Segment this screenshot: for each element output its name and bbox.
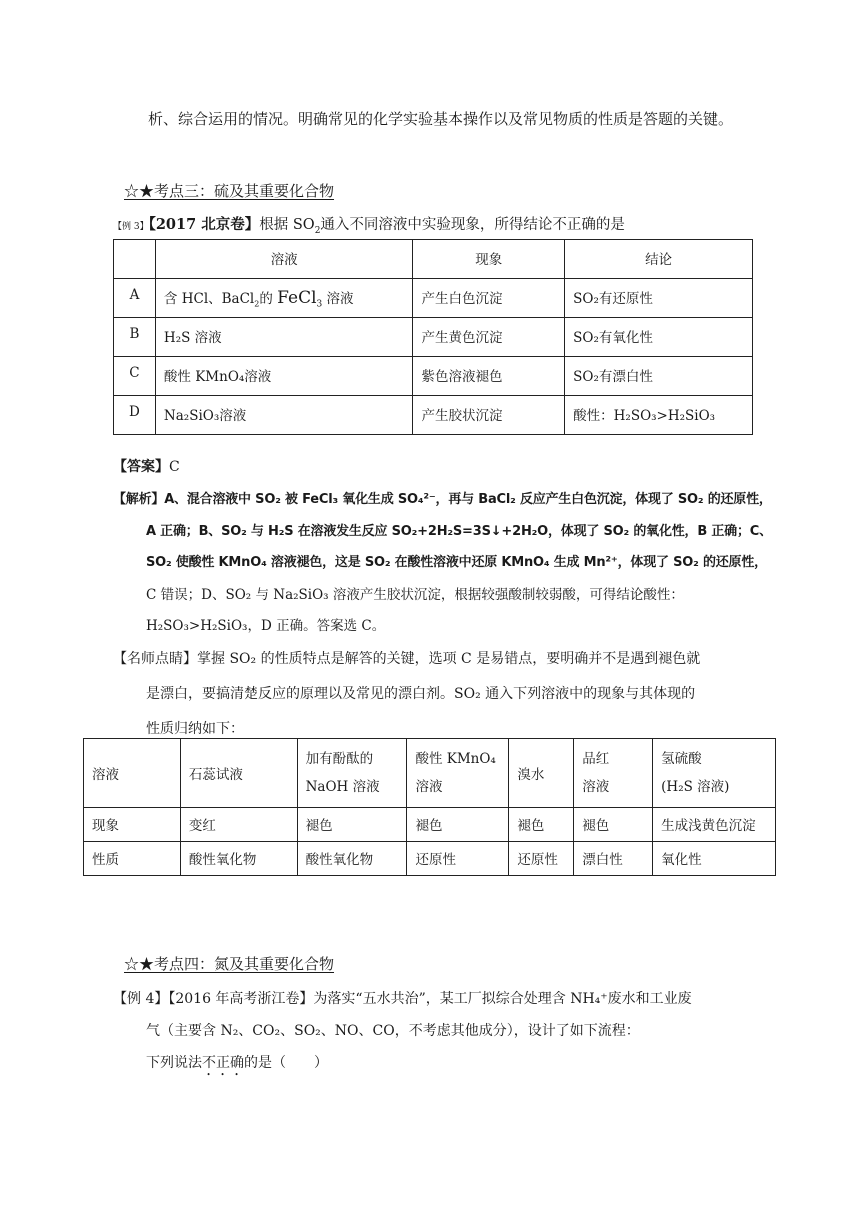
- header-cell: 现象: [413, 240, 565, 279]
- header-cell: 石蕊试液: [180, 739, 297, 808]
- table-row: [84, 808, 776, 842]
- table-cell: 酸性氧化物: [297, 842, 407, 876]
- header-cell: 溶液: [155, 240, 413, 279]
- answer-label: 【答案】: [113, 459, 169, 475]
- section-3-title: ☆★考点三：硫及其重要化合物: [124, 182, 335, 200]
- header-cell: 结论: [565, 240, 753, 279]
- analysis-line-4: C 错误；D、SO₂ 与 Na₂SiO₃ 溶液产生胶状沉淀，根据较强酸制较弱酸，可得结论酸性：: [146, 587, 684, 603]
- table-header-row: [84, 739, 776, 808]
- example-source: 【2017 北京卷】: [148, 216, 260, 233]
- tip-line-1: 【名师点睛】掌握 SO₂ 的性质特点是解答的关键，选项 C 是易错点，要明确并不是遇到褪色就: [113, 651, 701, 667]
- table-cell: 褪色: [509, 808, 574, 842]
- analysis-line-1: 【解析】A、混合溶液中 SO₂ 被 FeCl₃ 氧化生成 SO₄²⁻，再与 BaCl₂ 反应产生白色沉淀，体现了 SO₂ 的还原性，: [113, 492, 772, 507]
- header-cell: 酸性 KMnO₄ 溶液: [407, 739, 509, 808]
- table-row: [114, 396, 753, 435]
- section-4-title: ☆★考点四：氮及其重要化合物: [124, 955, 335, 973]
- table-cell: 褪色: [297, 808, 407, 842]
- table-row: [114, 357, 753, 396]
- table-cell: 还原性: [407, 842, 509, 876]
- example-4-line-1: 【例 4】【2016 年高考浙江卷】为落实“五水共治”，某工厂拟综合处理含 NH₄⁺废水和工业废: [113, 991, 692, 1007]
- solution-cell: Na₂SiO₃溶液: [155, 396, 413, 435]
- header-cell: 加有酚酞的 NaOH 溶液: [297, 739, 407, 808]
- conclusion-cell: SO₂有漂白性: [565, 357, 753, 396]
- emphasis-not-correct: 不正确: [202, 1055, 244, 1071]
- question-pre: 根据 SO: [259, 217, 315, 233]
- example-4-line-3: 下列说法不正确的是（ ）: [146, 1055, 328, 1071]
- option-cell: C: [114, 357, 156, 396]
- phenomenon-cell: 紫色溶液褪色: [413, 357, 565, 396]
- table-row: [84, 842, 776, 876]
- so2-properties-table: [83, 738, 776, 876]
- table-cell: 漂白性: [574, 842, 653, 876]
- conclusion-cell: 酸性：H₂SO₃>H₂SiO₃: [565, 396, 753, 435]
- option-cell: A: [114, 279, 156, 318]
- analysis-line-5: H₂SO₃>H₂SiO₃，D 正确。答案选 C。: [146, 618, 386, 634]
- solution-cell: 酸性 KMnO₄溶液: [155, 357, 413, 396]
- table-cell: 氧化性: [653, 842, 776, 876]
- table-cell: 现象: [84, 808, 181, 842]
- header-cell: 品红 溶液: [574, 739, 653, 808]
- table-header-row: [114, 240, 753, 279]
- table-row: [114, 318, 753, 357]
- table-cell: 性质: [84, 842, 181, 876]
- intro-line: 析、综合运用的情况。明确常见的化学实验基本操作以及常见物质的性质是答题的关键。: [148, 110, 734, 128]
- example-tag: 【例 3】: [113, 222, 149, 232]
- question-post: 通入不同溶液中实验现象，所得结论不正确的是: [320, 217, 625, 233]
- header-cell: 溶液: [84, 739, 181, 808]
- phenomenon-cell: 产生黄色沉淀: [413, 318, 565, 357]
- answer-line: [113, 456, 180, 476]
- example-3-question: 【例 3】【2017 北京卷】根据 $SO_2$通入不同溶液中实验现象，所得结论不正确的是: [113, 216, 625, 236]
- header-cell: 溴水: [509, 739, 574, 808]
- tip-line-3: 性质归纳如下：: [146, 721, 244, 737]
- so2-experiment-table: [113, 239, 753, 435]
- header-cell: [114, 240, 156, 279]
- answer-value: C: [169, 459, 180, 475]
- table-cell: 生成浅黄色沉淀: [653, 808, 776, 842]
- phenomenon-cell: 产生白色沉淀: [413, 279, 565, 318]
- table-cell: 酸性氧化物: [180, 842, 297, 876]
- conclusion-cell: SO₂有氧化性: [565, 318, 753, 357]
- tip-line-2: 是漂白，要搞清楚反应的原理以及常见的漂白剂。SO₂ 通入下列溶液中的现象与其体现的: [146, 686, 696, 702]
- example-4-line-2: 气（主要含 N₂、CO₂、SO₂、NO、CO，不考虑其他成分），设计了如下流程：: [146, 1023, 640, 1039]
- table-cell: 褪色: [407, 808, 509, 842]
- table-cell: 褪色: [574, 808, 653, 842]
- conclusion-cell: SO₂有还原性: [565, 279, 753, 318]
- header-cell: 氢硫酸 (H₂S 溶液): [653, 739, 776, 808]
- option-cell: B: [114, 318, 156, 357]
- table-row: [114, 279, 753, 318]
- phenomenon-cell: 产生胶状沉淀: [413, 396, 565, 435]
- table-cell: 变红: [180, 808, 297, 842]
- solution-cell: 含 HCl、BaCl$_2$的 FeCl$_3$ 溶液: [155, 279, 413, 318]
- solution-cell: H₂S 溶液: [155, 318, 413, 357]
- analysis-line-2: A 正确；B、SO₂ 与 H₂S 在溶液发生反应 SO₂+2H₂S=3S↓+2H₂O，体现了 SO₂ 的氧化性，B 正确；C、: [146, 524, 772, 539]
- table-cell: 还原性: [509, 842, 574, 876]
- option-cell: D: [114, 396, 156, 435]
- analysis-line-3: SO₂ 使酸性 KMnO₄ 溶液褪色，这是 SO₂ 在酸性溶液中还原 KMnO₄ 生成 Mn²⁺，体现了 SO₂ 的还原性，: [146, 555, 767, 570]
